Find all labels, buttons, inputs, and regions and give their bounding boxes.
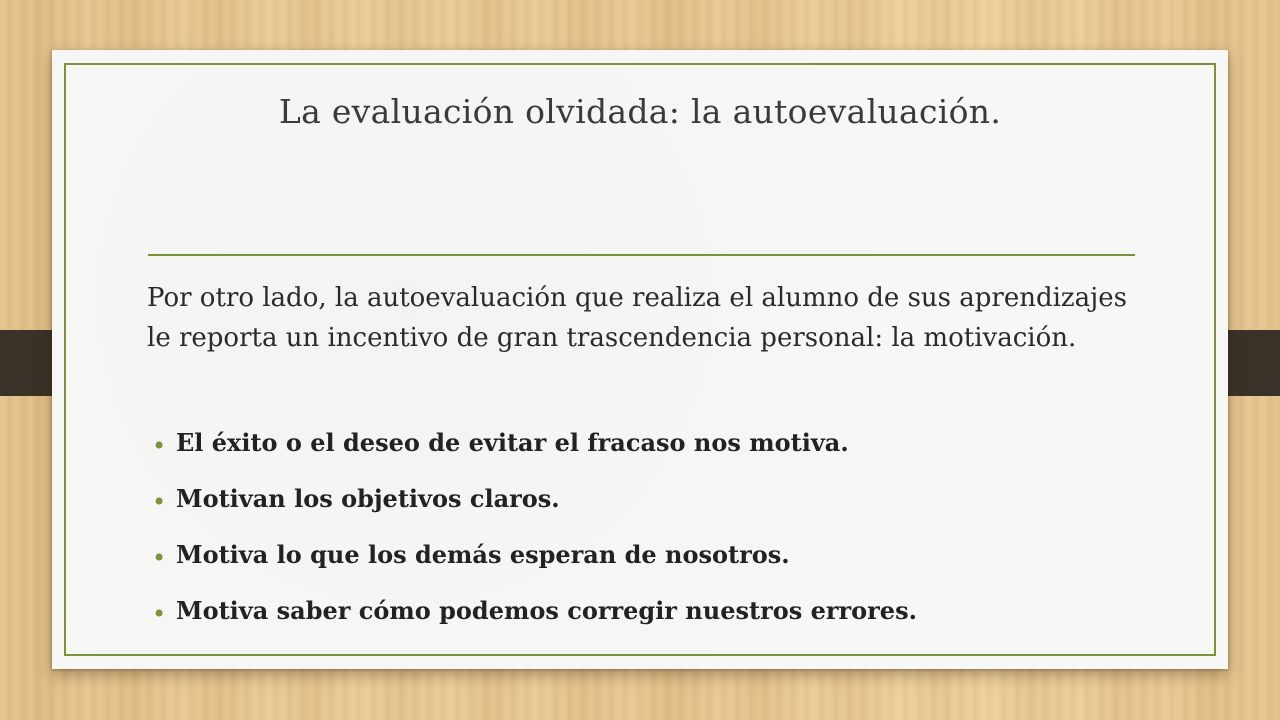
- bullet-text: Motiva saber cómo podemos corregir nuestros errores.: [176, 596, 917, 625]
- bullet-list: [152, 428, 917, 652]
- bullet-dot-icon: •: [152, 600, 167, 628]
- bullet-dot-icon: •: [152, 544, 167, 572]
- bullet-item: [152, 540, 917, 596]
- bullet-dot-icon: •: [152, 432, 167, 460]
- bullet-text: Motiva lo que los demás esperan de nosotros.: [176, 540, 790, 569]
- title-divider: [148, 254, 1135, 256]
- slide-paragraph: Por otro lado, la autoevaluación que realiza el alumno de sus aprendizajes le reporta un incentivo de gran trascendencia personal: la motivación.: [147, 283, 1127, 353]
- slide-card: [52, 50, 1228, 669]
- slide-title: La evaluación olvidada: la autoevaluación.: [278, 92, 1002, 131]
- bullet-item: [152, 484, 917, 540]
- bullet-text: El éxito o el deseo de evitar el fracaso nos motiva.: [176, 428, 849, 457]
- bullet-text: Motivan los objetivos claros.: [176, 484, 560, 513]
- bullet-dot-icon: •: [152, 488, 167, 516]
- bullet-item: [152, 428, 917, 484]
- bullet-item: [152, 596, 917, 652]
